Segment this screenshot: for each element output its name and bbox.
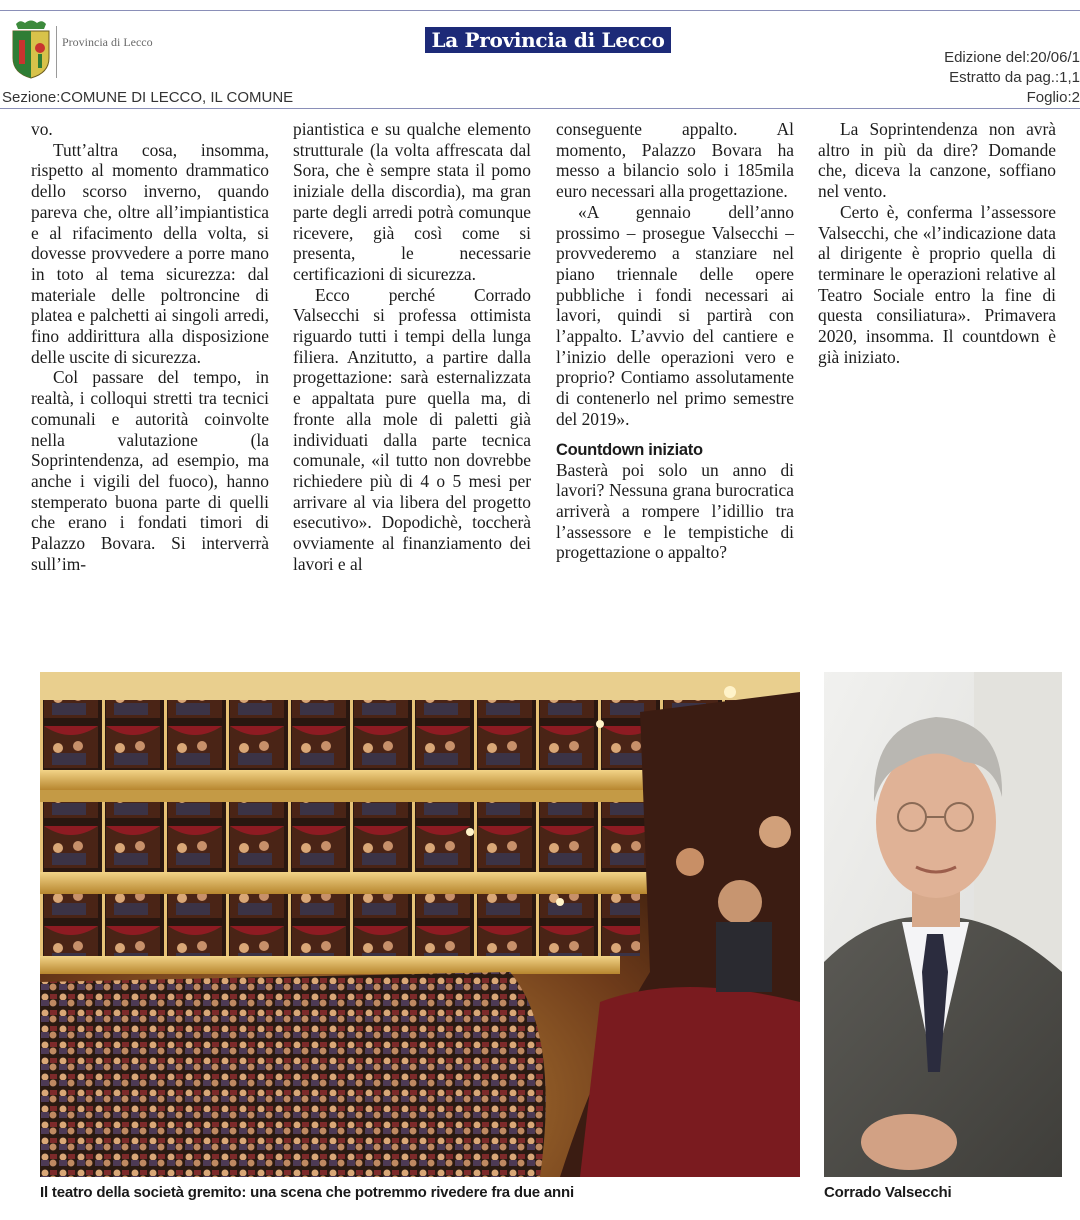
- crest-divider: [56, 26, 57, 78]
- paragraph: conseguente appalto. Al momento, Palazzo Bovara ha messo a bilancio solo i 185mila euro necessari alla progettazione.: [556, 119, 794, 202]
- paragraph: «A gennaio dell’anno prossimo – prosegue Valsecchi – provvederemo a stanziare nel piano triennale delle opere pubbliche i fondi necessari ai lavori, quindi si partirà con l’appalto. L’avvio del cantiere e l’inizio delle operazioni vero e proprio? Contiamo assolutamente di contenerlo nel primo semestre del 2019».: [556, 201, 794, 429]
- theatre-photo-caption: Il teatro della società gremito: una scena che potremmo rivedere fra due anni: [40, 1184, 574, 1201]
- paragraph: piantistica e su qualche elemento strutturale (la volta affrescata dal Sora, che è sempre stata il pomo iniziale della discordia), ma gran parte degli arredi potrà comunque ricevere, già così come si presenta, le necessarie certificazioni di sicurezza.: [293, 119, 531, 284]
- paragraph: Tutt’altra cosa, insomma, rispetto al momento drammatico dello scorso inverno, quando pareva che, oltre all’impiantistica e al rifacimento della volta, si dovesse provvedere a porre mano in toto al tema sicurezza: dal materiale delle poltroncine di platea e palchetti ai singoli arredi, fino addirittura alla disposizione delle uscite di sicurezza.: [31, 139, 269, 367]
- article-column-4: [818, 119, 1056, 367]
- portrait-photo: [824, 672, 1062, 1177]
- paragraph: Certo è, conferma l’assessore Valsecchi, che «l’indicazione data al dirigente è proprio quella di terminare le operazioni relative al Teatro Sociale entro la fine di questa consiliatura». Primavera 2020, insomma. Il countdown è già iniziato.: [818, 201, 1056, 367]
- paragraph: vo.: [31, 119, 53, 139]
- section-label: Sezione:COMUNE DI LECCO, IL COMUNE: [2, 89, 294, 106]
- newspaper-masthead: La Provincia di Lecco: [425, 27, 671, 53]
- edition-date: Edizione del:20/06/1: [944, 49, 1080, 66]
- article-column-1: [31, 119, 269, 574]
- paragraph: La Soprintendenza non avrà altro in più da dire? Domande che, diceva la canzone, soffiano nel vento.: [818, 119, 1056, 202]
- paragraph: Ecco perché Corrado Valsecchi si professa ottimista riguardo tutti i tempi della lunga filiera. Anzitutto, a partire dalla progettazione: sarà esternalizzata e appaltata pure quella ma, di fronte alla mole di paletti già individuati dalla parte tecnica comunale, «il tutto non dovrebbe richiedere più di 4 o 5 mesi per arrivare al via libera del progetto esecutivo». Dopodichè, toccherà ovviamente al finanziamento dei lavori e al: [293, 284, 531, 574]
- extract-pages: Estratto da pag.:1,1: [949, 69, 1080, 86]
- paragraph: Col passare del tempo, in realtà, i colloqui stretti tra tecnici comunali e autorità coinvolte nella valutazione (la Soprintendenza, ad esempio, ma anche i vigili del fuoco), hanno stemperato buona parte di quelli che erano i fondati timori di Palazzo Bovara. Si interverrà sull’im-: [31, 367, 269, 574]
- province-label: Provincia di Lecco: [62, 35, 153, 49]
- article-column-3: [556, 119, 794, 563]
- portrait-photo-caption: Corrado Valsecchi: [824, 1184, 952, 1201]
- header-bottom-rule: [0, 108, 1080, 109]
- subheading: Countdown iniziato: [556, 440, 703, 459]
- paragraph: Basterà poi solo un anno di lavori? Nessuna grana burocratica arriverà a rompere l’idillio tra l’assessore e le tempistiche di progettazione o appalto?: [556, 459, 794, 563]
- header-top-rule: [0, 10, 1080, 11]
- sheet-number: Foglio:2: [1026, 89, 1080, 106]
- province-crest-icon: [10, 18, 52, 80]
- theatre-photo: [40, 672, 800, 1177]
- article-column-2: [293, 119, 531, 574]
